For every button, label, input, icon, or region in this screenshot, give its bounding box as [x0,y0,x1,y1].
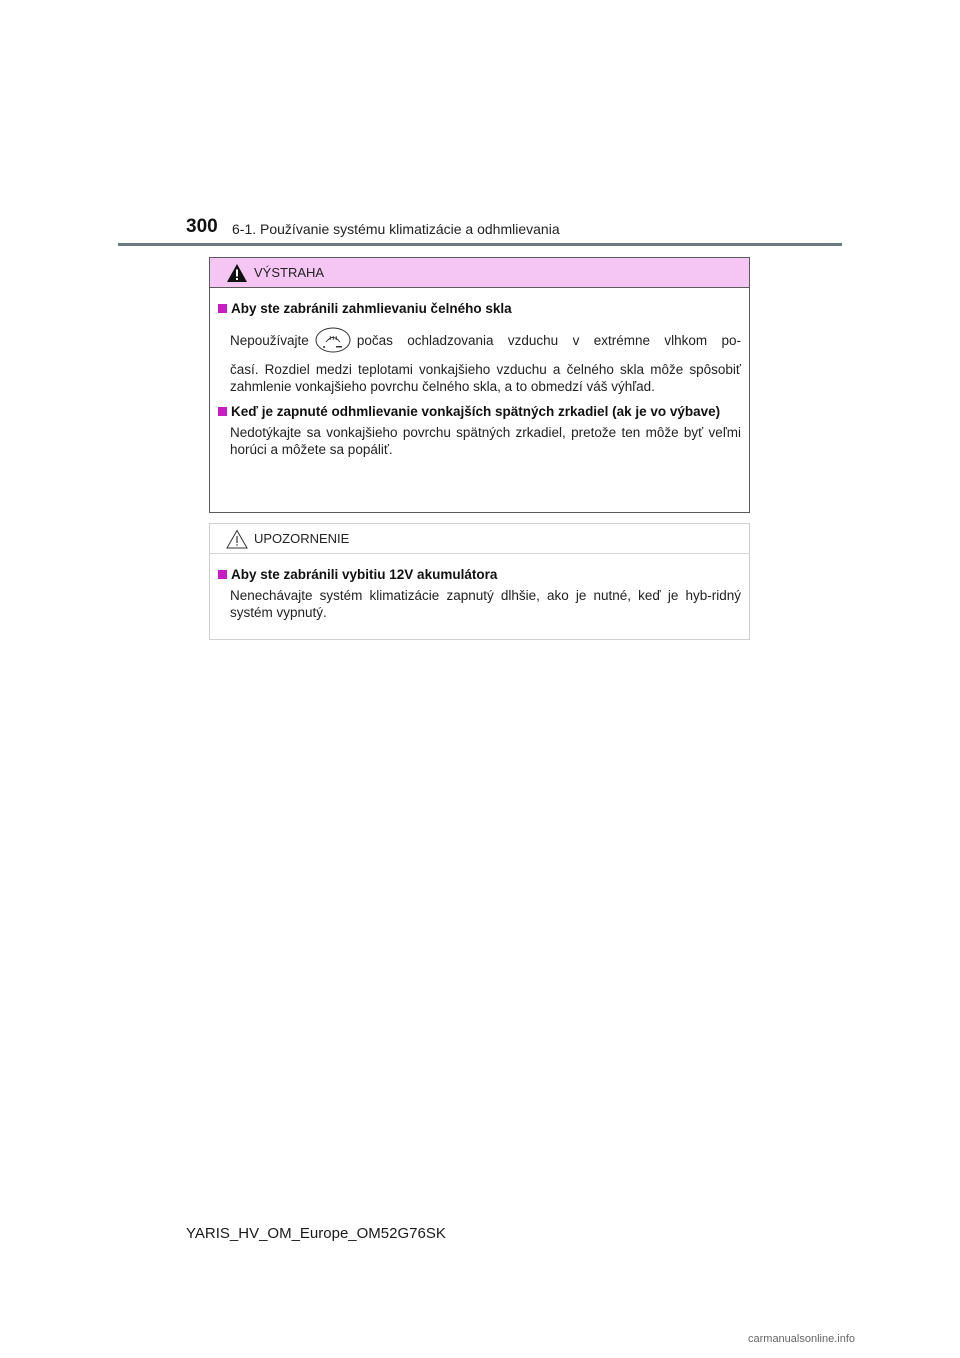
warning-item-text [230,327,741,395]
caution-item-title [218,566,741,583]
warning-box-header [210,258,749,288]
warning-item-firstline [230,327,741,353]
text-before-icon: Nepoužívajte [230,332,309,348]
warning-item-title-text: Aby ste zabránili zahmlievaniu čelného skla [231,301,512,316]
warning-label: VÝSTRAHA [254,265,325,280]
caution-item-title-text: Aby ste zabránili vybitiu 12V akumulátora [231,567,498,582]
warning-item-text: Nedotýkajte sa vonkajšieho povrchu spätných zrkadiel, pretože ten môže byť veľmi horúci a môžete sa popáliť. [230,425,741,457]
document-code: YARIS_HV_OM_Europe_OM52G76SK [186,1225,446,1242]
warning-item-title [218,300,741,317]
caution-item-text: Nenechávajte systém klimatizácie zapnutý dlhšie, ako je nutné, keď je hyb-ridný systém vypnutý. [230,588,741,620]
caution-triangle-icon [226,529,248,549]
page-number: 300 [186,216,218,237]
caution-box [209,523,750,640]
caution-box-header [210,524,749,554]
text-after-icon: počas ochladzovania vzduchu v extrémne vlhkom po- [356,332,741,348]
caution-box-body [210,554,749,621]
header-rule [118,243,842,246]
section-title: 6-1. Používanie systému klimatizácie a odhmlievania [232,221,560,237]
warning-box-body [210,288,749,458]
warning-triangle-icon [226,263,248,283]
watermark: carmanualsonline.info [748,1333,856,1345]
bullet-square-icon [218,570,227,579]
warning-item-title [218,403,741,420]
warning-box [209,257,750,513]
warning-item-text-rest: časí. Rozdiel medzi teplotami vonkajšieho vzduchu a čelného skla môže spôsobiť zahmlenie vonkajšieho povrchu čelného skla, a to obmedzí váš výhľad. [230,362,741,394]
bullet-square-icon [218,304,227,313]
caution-label: UPOZORNENIE [254,531,350,546]
bullet-square-icon [218,407,227,416]
warning-item-title-text: Keď je zapnuté odhmlievanie vonkajších spätných zrkadiel (ak je vo výbave) [231,404,721,419]
front-defroster-button-icon [315,327,351,353]
